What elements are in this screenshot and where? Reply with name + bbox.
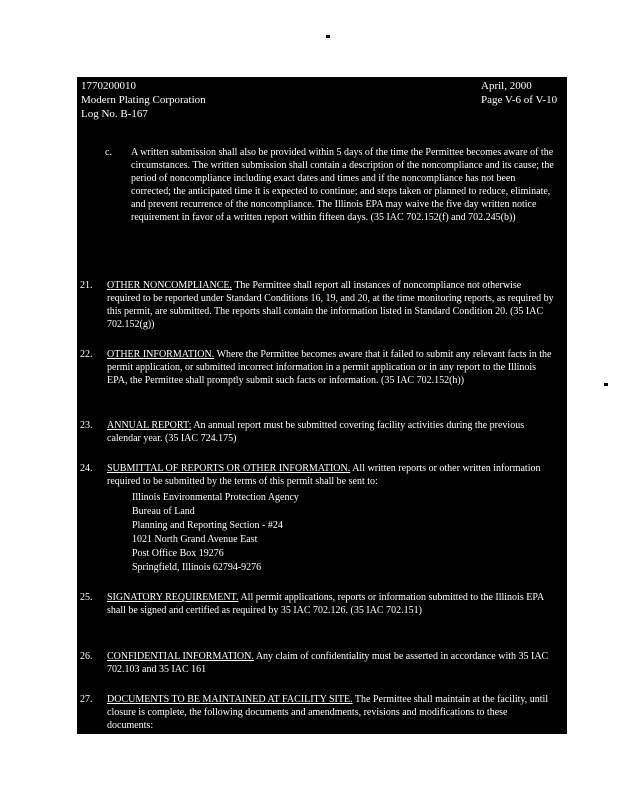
company-name: Modern Plating Corporation	[81, 94, 206, 106]
paragraph-c	[105, 146, 555, 224]
address-line: Planning and Reporting Section - #24	[132, 520, 283, 531]
scan-speck	[326, 35, 330, 38]
paragraph-number: 26.	[80, 651, 93, 662]
paragraph-text: The Permittee shall report all instances of noncompliance not otherwise required to be reported under Standard Conditions 16, 19, and 20, at the time monitoring reports, as required by this permit, are submitted. The reports shall contain the information listed in Standard Condition 20. (35 IAC 702.152(g))	[107, 280, 554, 330]
paragraph-22	[80, 348, 555, 387]
paragraph-24	[80, 462, 555, 488]
paragraph-number: c.	[105, 147, 112, 158]
paragraph-heading: OTHER NONCOMPLIANCE.	[107, 280, 232, 291]
paragraph-text: A written submission shall also be provided within 5 days of the time the Permittee becomes aware of the circumstances. The written submission shall contain a description of the noncompliance and its cause; the period of noncompliance including exact dates and times and if the noncompliance has not been corrected; the anticipated time it is expected to continue; and steps taken or planned to reduce, eliminate, and prevent recurrence of the noncompliance. The Illinois EPA may waive the five day written notice requirement in favor of a written report within fifteen days. (35 IAC 702.152(f) and 702.245(b))	[131, 147, 554, 223]
address-line: Post Office Box 19276	[132, 548, 224, 559]
paragraph-text: All permit applications, reports or information submitted to the Illinois EPA shall be signed and certified as required by 35 IAC 702.126. (35 IAC 702.151)	[107, 592, 544, 616]
address-line: Springfield, Illinois 62794-9276	[132, 562, 262, 573]
scan-speck	[604, 383, 608, 386]
paragraph-text: All written reports or other written information required to be submitted by the terms of this permit shall be sent to:	[107, 463, 541, 487]
document-page	[77, 77, 567, 734]
header-right	[481, 79, 557, 107]
log-number: Log No. B-167	[81, 108, 148, 120]
paragraph-text: An annual report must be submitted covering facility activities during the previous calendar year. (35 IAC 724.175)	[107, 420, 525, 444]
paragraph-number: 23.	[80, 420, 93, 431]
paragraph-21	[80, 279, 555, 331]
paragraph-23	[80, 419, 555, 445]
paragraph-text: Any claim of confidentiality must be asserted in accordance with 35 IAC 702.103 and 35 IAC 161	[107, 651, 549, 675]
permit-number: 1770200010	[81, 80, 136, 92]
paragraph-number: 22.	[80, 349, 93, 360]
paragraph-heading: SUBMITTAL OF REPORTS OR OTHER INFORMATION.	[107, 463, 351, 474]
mailing-address	[132, 491, 299, 575]
paragraph-number: 24.	[80, 463, 93, 474]
paragraph-number: 27.	[80, 694, 93, 705]
paragraph-number: 21.	[80, 280, 93, 291]
paragraph-text: The Permittee shall maintain at the facility, until closure is complete, the following documents and amendments, revisions and modifications to these documents:	[107, 694, 549, 731]
document-date: April, 2000	[481, 80, 532, 92]
paragraph-heading: ANNUAL REPORT:	[107, 420, 192, 431]
paragraph-27	[80, 693, 555, 732]
address-line: Bureau of Land	[132, 506, 195, 517]
page-number: Page V-6 of V-10	[481, 94, 558, 106]
paragraph-25	[80, 591, 555, 617]
paragraph-heading: SIGNATORY REQUIREMENT.	[107, 592, 239, 603]
paragraph-number: 25.	[80, 592, 93, 603]
paragraph-heading: CONFIDENTIAL INFORMATION.	[107, 651, 254, 662]
paragraph-26	[80, 650, 555, 676]
paragraph-heading: DOCUMENTS TO BE MAINTAINED AT FACILITY SITE.	[107, 694, 353, 705]
address-line: 1021 North Grand Avenue East	[132, 534, 258, 545]
header-left	[81, 79, 206, 121]
address-line: Illinois Environmental Protection Agency	[132, 492, 299, 503]
paragraph-heading: OTHER INFORMATION.	[107, 349, 215, 360]
paragraph-text: Where the Permittee becomes aware that it failed to submit any relevant facts in the permit application, or submitted incorrect information in a permit application or in any report to the Illinois EPA, the Permittee shall promptly submit such facts or information. (35 IAC 702.152(h))	[107, 349, 552, 386]
